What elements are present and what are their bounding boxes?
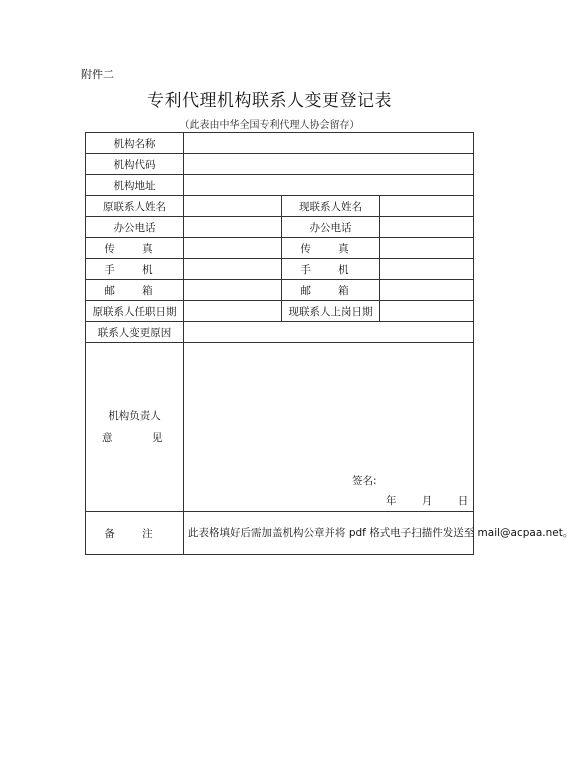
label-org-address: 机构地址: [86, 175, 184, 196]
label-new-contact-name: 现联系人姓名: [282, 196, 380, 217]
label-change-reason: 联系人变更原因: [86, 322, 184, 343]
label-opinion: [86, 343, 184, 512]
row-org-name: [86, 133, 474, 154]
field-new-contact-name[interactable]: [380, 196, 474, 217]
form-subtitle: （此表由中华全国专利代理人协会留存）: [179, 120, 360, 131]
row-opinion: [86, 343, 474, 512]
label-orig-mobile: 手 机: [86, 259, 184, 280]
field-org-name[interactable]: [184, 133, 474, 154]
label-orig-contact-name: 原联系人姓名: [86, 196, 184, 217]
field-org-address[interactable]: [184, 175, 474, 196]
field-orig-email[interactable]: [184, 280, 282, 301]
label-new-office-phone: 办公电话: [282, 217, 380, 238]
label-opinion-line2: 意 见: [102, 432, 181, 444]
label-remark: 备 注: [86, 512, 184, 555]
label-org-name: 机构名称: [86, 133, 184, 154]
row-dates: [86, 301, 474, 322]
field-org-code[interactable]: [184, 154, 474, 175]
field-new-fax[interactable]: [380, 238, 474, 259]
form-title: 专利代理机构联系人变更登记表: [147, 91, 392, 111]
field-orig-office-phone[interactable]: [184, 217, 282, 238]
label-org-code: 机构代码: [86, 154, 184, 175]
date-line: [386, 493, 490, 508]
field-opinion[interactable]: [184, 343, 474, 512]
row-mobile: [86, 259, 474, 280]
field-new-start-date[interactable]: [380, 301, 474, 322]
row-org-code: [86, 154, 474, 175]
row-org-address: [86, 175, 474, 196]
remark-text: 此表格填好后需加盖机构公章并将 pdf 格式电子扫描件发送至 mail@acpaa.net。: [184, 512, 474, 555]
signature-label: 签名:: [352, 475, 377, 487]
label-orig-office-phone: 办公电话: [86, 217, 184, 238]
label-orig-tenure-date: 原联系人任职日期: [86, 301, 184, 322]
label-new-email: 邮 箱: [282, 280, 380, 301]
row-office-phone: [86, 217, 474, 238]
row-email: [86, 280, 474, 301]
row-contact-name: [86, 196, 474, 217]
label-orig-email: 邮 箱: [86, 280, 184, 301]
field-change-reason[interactable]: [184, 322, 474, 343]
field-orig-mobile[interactable]: [184, 259, 282, 280]
row-remark: [86, 512, 474, 555]
attachment-label: 附件二: [81, 68, 114, 81]
date-day-label: 日: [457, 495, 469, 507]
field-new-office-phone[interactable]: [380, 217, 474, 238]
label-new-start-date: 现联系人上岗日期: [282, 301, 380, 322]
row-change-reason: [86, 322, 474, 343]
date-month-label: 月: [421, 495, 433, 507]
field-orig-fax[interactable]: [184, 238, 282, 259]
label-new-fax: 传 真: [282, 238, 380, 259]
label-opinion-line1: 机构负责人: [108, 410, 161, 422]
date-year-label: 年: [386, 495, 397, 507]
field-new-mobile[interactable]: [380, 259, 474, 280]
field-new-email[interactable]: [380, 280, 474, 301]
field-orig-tenure-date[interactable]: [184, 301, 282, 322]
registration-form-table: [85, 132, 573, 555]
label-new-mobile: 手 机: [282, 259, 380, 280]
field-orig-contact-name[interactable]: [184, 196, 282, 217]
row-fax: [86, 238, 474, 259]
label-orig-fax: 传 真: [86, 238, 184, 259]
